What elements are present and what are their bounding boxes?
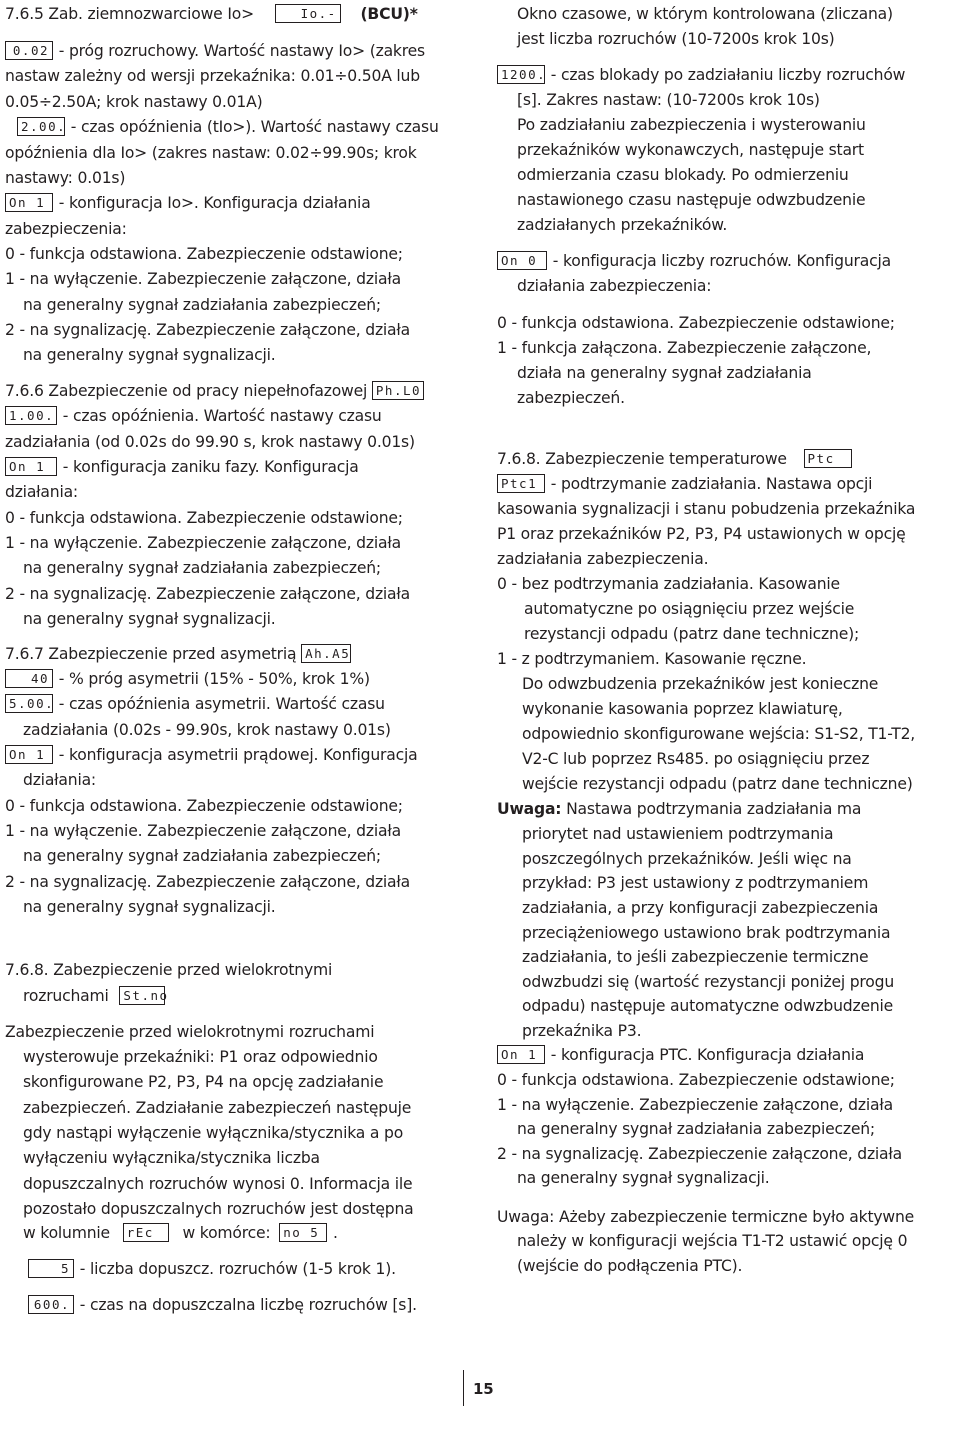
option-1-cont: Do odwzbudzenia przekaźników jest konieczne — [522, 675, 879, 693]
paragraph-line: pozostało dopuszczalnych rozruchów jest dostępna — [23, 1200, 414, 1218]
paragraph-line: dopuszczalnych rozruchów wynosi 0. Informacja ile — [23, 1175, 413, 1193]
param-text: - % próg asymetrii (15% - 50%, krok 1%) — [58, 670, 370, 688]
option-1-cont: na generalny sygnał zadziałania zabezpieczeń; — [23, 559, 381, 577]
lcd-display: St.no — [119, 986, 165, 1005]
note-line: należy w konfiguracji wejścia T1-T2 ustawić opcję 0 — [517, 1232, 908, 1250]
column-cell-line — [23, 1223, 338, 1244]
paragraph-line: skonfigurowane P2, P3, P4 na opcję zadziałanie — [23, 1073, 384, 1091]
lcd-display: 2.00. — [17, 117, 65, 136]
param-line — [5, 669, 370, 690]
param-line — [5, 117, 439, 138]
option-1-cont: działa na generalny sygnał zadziałania — [517, 364, 812, 382]
paragraph-line: Zabezpieczenie przed wielokrotnymi rozruchami — [5, 1023, 375, 1041]
text-line: kasowania sygnalizacji i stanu pobudzenia przekaźnika — [497, 500, 916, 518]
note-line: odwzbudzi się (wartość rezystancji poniżej progu — [522, 973, 895, 991]
param-text: - próg rozruchowy. Wartość nastawy Io> (zakres — [58, 42, 425, 60]
lcd-display: 40 — [5, 669, 53, 688]
text-line: nastaw zależny od wersji przekaźnika: 0.01÷0.50A lub — [5, 67, 420, 85]
option-2-cont: na generalny sygnał sygnalizacji. — [517, 1169, 770, 1187]
option-0: 0 - funkcja odstawiona. Zabezpieczenie odstawione; — [497, 314, 895, 332]
text: w komórce: — [182, 1224, 271, 1242]
lcd-display: On 0 — [497, 251, 547, 270]
note-line: przekaźnika P3. — [522, 1022, 642, 1040]
param-text: - konfiguracja asymetrii prądowej. Konfiguracja — [58, 746, 418, 764]
option-1-cont: na generalny sygnał zadziałania zabezpieczeń; — [23, 847, 381, 865]
param-line — [497, 474, 872, 495]
section-768t-heading — [497, 449, 853, 470]
lcd-display: no 5 — [279, 1223, 327, 1242]
option-1-cont: odpowiednio skonfigurowane wejścia: S1-S2, T1-T2, — [522, 725, 916, 743]
page-number: 15 — [473, 1380, 494, 1398]
option-1: 1 - funkcja załączona. Zabezpieczenie załączone, — [497, 339, 872, 357]
lcd-display: 5.00. — [5, 694, 53, 713]
option-0: 0 - funkcja odstawiona. Zabezpieczenie odstawione; — [5, 797, 403, 815]
text-line: zadziałania (od 0.02s do 99.90 s, krok nastawy 0.01s) — [5, 433, 415, 451]
text-line: działania: — [5, 483, 78, 501]
note-line: (wejście do podłączenia PTC). — [517, 1257, 743, 1275]
text-line: jest liczba rozruchów (10-7200s krok 10s) — [517, 30, 835, 48]
text-line: 0.05÷2.50A; krok nastawy 0.01A) — [5, 93, 263, 111]
param-line — [28, 1259, 396, 1280]
param-text: - czas blokady po zadziałaniu liczby rozruchów — [550, 66, 906, 84]
section-768-heading: 7.6.8. Zabezpieczenie przed wielokrotnymi — [5, 961, 333, 979]
section-title: 7.6.5 Zab. ziemnozwarciowe Io> — [5, 5, 254, 23]
option-0: 0 - funkcja odstawiona. Zabezpieczenie odstawione; — [5, 509, 403, 527]
lcd-display: Ah.A5 — [301, 644, 351, 663]
param-line — [497, 251, 891, 272]
option-1: 1 - na wyłączenie. Zabezpieczenie załączone, działa — [5, 270, 401, 288]
section-title: 7.6.7 Zabezpieczenie przed asymetrią — [5, 645, 297, 663]
note-line: zadziałania, a przy konfiguracji zabezpieczenia — [522, 899, 879, 917]
lcd-display: Io.- — [275, 4, 341, 23]
param-text: - podtrzymanie zadziałania. Nastawa opcji — [550, 475, 873, 493]
option-2: 2 - na sygnalizację. Zabezpieczenie załączone, działa — [497, 1145, 903, 1163]
note-line: odpadu) następuje automatyczne odwzbudzenie — [522, 997, 894, 1015]
option-1-cont: wejście rezystancji odpadu (patrz dane techniczne) — [522, 775, 913, 793]
lcd-display: 5 — [28, 1259, 74, 1278]
paragraph-line: wysterowuje przekaźniki: P1 oraz odpowiednio — [23, 1048, 378, 1066]
lcd-display: 600. — [28, 1295, 74, 1314]
param-line — [5, 694, 385, 715]
option-1: 1 - na wyłączenie. Zabezpieczenie załączone, działa — [497, 1096, 893, 1114]
param-text: - czas opóźnienia. Wartość nastawy czasu — [62, 407, 382, 425]
lcd-display: rEc — [123, 1223, 169, 1242]
option-1-cont: na generalny sygnał zadziałania zabezpieczeń; — [23, 296, 381, 314]
param-text: - czas opóźnienia (tIo>). Wartość nastawy czasu — [70, 118, 439, 136]
option-2: 2 - na sygnalizację. Zabezpieczenie załączone, działa — [5, 321, 411, 339]
param-line — [5, 193, 371, 214]
param-text: - liczba dopuszcz. rozruchów (1-5 krok 1). — [79, 1260, 396, 1278]
option-2-cont: na generalny sygnał sygnalizacji. — [23, 898, 276, 916]
text-line: [s]. Zakres nastaw: (10-7200s krok 10s) — [517, 91, 820, 109]
option-1: 1 - na wyłączenie. Zabezpieczenie załączone, działa — [5, 534, 401, 552]
param-line — [5, 41, 425, 62]
text: . — [332, 1224, 338, 1242]
paragraph-line: wyłączeniu wyłącznika/stycznika liczba — [23, 1149, 320, 1167]
section-title: 7.6.6 Zabezpieczenie od pracy niepełnofazowej — [5, 382, 368, 400]
text-line: zabezpieczenia: — [5, 220, 127, 238]
lcd-display: Ph.L0 — [372, 381, 424, 400]
lcd-display: On 1 — [497, 1045, 545, 1064]
section-765-heading — [5, 4, 418, 25]
option-1-cont: na generalny sygnał zadziałania zabezpieczeń; — [517, 1120, 875, 1138]
param-text: - konfiguracja liczby rozruchów. Konfiguracja — [552, 252, 891, 270]
text-line: przekaźników wykonawczych, następuje start — [517, 141, 864, 159]
lcd-display: On 1 — [5, 193, 53, 212]
param-text: - czas na dopuszczalna liczbę rozruchów [s]. — [79, 1296, 417, 1314]
note-line: Uwaga: Ażeby zabezpieczenie termiczne było aktywne — [497, 1208, 915, 1226]
note-text: Nastawa podtrzymania zadziałania ma — [566, 800, 862, 818]
text-line: zadziałania zabezpieczenia. — [497, 550, 709, 568]
text-line: nastawy: 0.01s) — [5, 169, 126, 187]
option-2: 2 - na sygnalizację. Zabezpieczenie załączone, działa — [5, 585, 411, 603]
paragraph-line: gdy nastąpi wyłączenie wyłącznika/stycznika a po — [23, 1124, 404, 1142]
option-1-cont: wykonanie kasowania poprzez klawiaturę, — [522, 700, 843, 718]
param-line — [497, 1045, 864, 1066]
text-line: nastawionego czasu następuje odwzbudzenie — [517, 191, 866, 209]
text-line: zadziałanych przekaźników. — [517, 216, 728, 234]
lcd-display: On 1 — [5, 457, 57, 476]
section-767-heading — [5, 644, 352, 665]
text-line: zadziałania (0.02s - 99.90s, krok nastawy 0.01s) — [23, 721, 391, 739]
param-text: - konfiguracja PTC. Konfiguracja działania — [550, 1046, 865, 1064]
note-line: przeciążeniowego ustawiono brak podtrzymania — [522, 924, 891, 942]
text-line: działania zabezpieczenia: — [517, 277, 712, 295]
option-1-cont: V2-C lub poprzez Rs485. po osiągnięciu przez — [522, 750, 870, 768]
param-line — [5, 457, 359, 478]
option-2-cont: na generalny sygnał sygnalizacji. — [23, 610, 276, 628]
lcd-display: On 1 — [5, 745, 53, 764]
option-0: 0 - funkcja odstawiona. Zabezpieczenie odstawione; — [5, 245, 403, 263]
option-0-cont: automatyczne po osiągnięciu przez wejście — [524, 600, 855, 618]
paragraph-line: zabezpieczeń. Zadziałanie zabezpieczeń następuje — [23, 1099, 412, 1117]
note-line: poszczególnych przekaźników. Jeśli więc na — [522, 850, 852, 868]
param-text: - konfiguracja Io>. Konfiguracja działania — [58, 194, 371, 212]
option-2-cont: na generalny sygnał sygnalizacji. — [23, 346, 276, 364]
param-line — [5, 406, 382, 427]
option-1-cont: zabezpieczeń. — [517, 389, 625, 407]
note-label: Uwaga: — [497, 800, 562, 818]
section-title: rozruchami — [23, 987, 109, 1005]
section-title: 7.6.8. Zabezpieczenie temperaturowe — [497, 450, 787, 468]
text-line: P1 oraz przekaźników P2, P3, P4 ustawionych w opcję — [497, 525, 906, 543]
param-text: - czas opóźnienia asymetrii. Wartość czasu — [58, 695, 385, 713]
option-0: 0 - bez podtrzymania zadziałania. Kasowanie — [497, 575, 840, 593]
param-text: - konfiguracja zaniku fazy. Konfiguracja — [62, 458, 359, 476]
section-766-heading — [5, 381, 425, 402]
param-line — [5, 745, 417, 766]
text-line: Okno czasowe, w którym kontrolowana (zliczana) — [517, 5, 893, 23]
lcd-display: 1.00. — [5, 406, 57, 425]
option-0-cont: rezystancji odpadu (patrz dane techniczne); — [524, 625, 860, 643]
lcd-display: Ptc — [804, 449, 852, 468]
option-1: 1 - z podtrzymaniem. Kasowanie ręczne. — [497, 650, 807, 668]
note-line: zadziałania, to jeśli zabezpieczenie termiczne — [522, 948, 869, 966]
lcd-display: 1200. — [497, 65, 545, 84]
page-number-rule — [463, 1370, 464, 1406]
option-0: 0 - funkcja odstawiona. Zabezpieczenie odstawione; — [497, 1071, 895, 1089]
param-line — [28, 1295, 417, 1316]
text-line: działania: — [23, 771, 96, 789]
text-line: Po zadziałaniu zabezpieczenia i wysterowaniu — [517, 116, 866, 134]
lcd-display: Ptc1 — [497, 474, 545, 493]
text-line: odmierzania czasu blokady. Po odmierzeniu — [517, 166, 849, 184]
text: w kolumnie — [23, 1224, 110, 1242]
note-line — [497, 799, 861, 819]
section-tag: (BCU)* — [360, 5, 418, 23]
text-line: opóźnienia dla Io> (zakres nastaw: 0.02÷99.90s; krok — [5, 144, 417, 162]
note-line: priorytet nad ustawieniem podtrzymania — [522, 825, 834, 843]
note-line: przykład: P3 jest ustawiony z podtrzymaniem — [522, 874, 869, 892]
section-768-heading-cont — [23, 986, 169, 1007]
lcd-display: 0.02 — [5, 41, 53, 60]
option-2: 2 - na sygnalizację. Zabezpieczenie załączone, działa — [5, 873, 411, 891]
option-1: 1 - na wyłączenie. Zabezpieczenie załączone, działa — [5, 822, 401, 840]
param-line — [497, 65, 905, 86]
